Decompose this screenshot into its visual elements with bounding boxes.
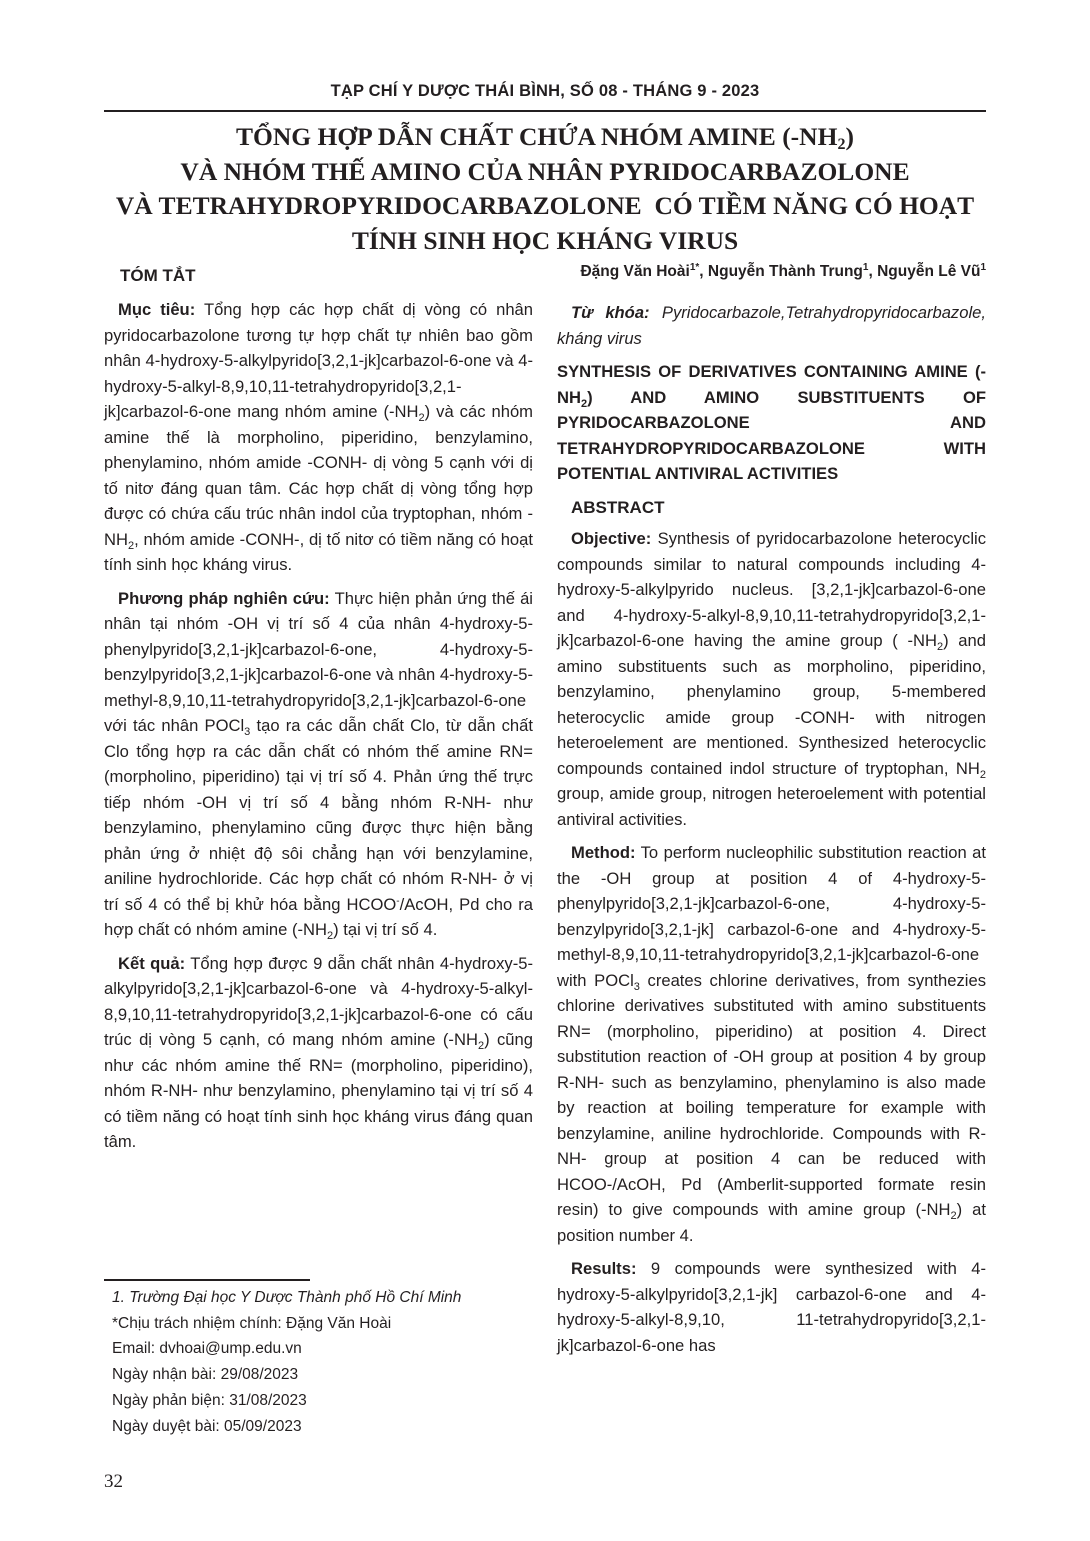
journal-header: TẠP CHÍ Y DƯỢC THÁI BÌNH, SỐ 08 - THÁNG 9 - 2023: [330, 82, 760, 100]
results-paragraph-en: Results: 9 compounds were synthesized with 4-hydroxy-5-alkylpyrido[3,2,1-jk] carbazol-6-one and 4-hydroxy-5-alkyl-8,9,10, 11-tetrahydropyrido[3,2,1-jk]carbazol-6-one has: [557, 1259, 986, 1355]
objective-paragraph-en: Objective: Synthesis of pyridocarbazolone heterocyclic compounds similar to natural compounds including 4-hydroxy-5-alkylpyrido nucleus. [3,2,1-jk]carbazol-6-one and 4-hydroxy-5-alkyl-8,9,10,11-tetrahydropyrido[3,2,1-jk]carbazol-6-one having the amine group ( $-NH_2$) and amino substituents such as morpholino, piperidino, benzylamino, phenylamino group, 5-membered heterocyclic amide group -CONH- with nitrogen heteroelement are mentioned. Synthesized heterocyclic compounds contained indol structure of tryptophan, $NH_2$ group, amide group, nitrogen heteroelement with potential antiviral activities.: [557, 529, 986, 829]
right-column: [557, 300, 986, 1366]
left-column: [104, 297, 533, 1163]
author-3: , Nguyễn Lê Vũ: [868, 263, 981, 281]
footnote-accepted: Ngày duyệt bài: 05/09/2023: [112, 1417, 302, 1435]
objective-paragraph-vi: Mục tiêu: Tổng hợp các hợp chất dị vòng có nhân pyridocarbazolone tương tự hợp chất tự nhiên bao gồm nhân 4-hydroxy-5-alkylpyrido[3,2,1-jk]carbazol-6-one và 4-hydroxy-5-alkyl-8,9,10,11-tetrahydropyrido[3,2,1-jk]carbazol-6-one mang nhóm amine $(-NH_2)$ và các nhóm amine thế là morpholino, piperidino, benzylamino, phenylamino, nhóm amide -CONH- dị vòng 5 cạnh với dị tố nitơ đáng quan tâm. Các hợp chất dị vòng tổng hợp được có chứa cấu trúc nhân indol của tryptophan, nhóm $-NH_2$, nhóm amide -CONH-, dị tố nitơ có tiềm năng có hoạt tính sinh học kháng virus.: [104, 300, 534, 574]
footnote-corresponding: *Chịu trách nhiệm chính: Đặng Văn Hoài: [112, 1314, 392, 1332]
title-line-2: VÀ NHÓM THẾ AMINO CỦA NHÂN PYRIDOCARBAZOLONE: [180, 156, 910, 186]
page-number: 32: [104, 1471, 123, 1492]
method-paragraph-en: Method: To perform nucleophilic substitution reaction at the -OH group at position 4 of 4-hydroxy-5-phenylpyrido[3,2,1-jk]carbazol-6-one, 4-hydroxy-5- benzylpyrido[3,2,1-jk] carbazol-6-one and 4-hydroxy-5-methyl-8,9,10,11-tetrahydropyrido[3,2,1-jk]carbazol-6-one with POCl$_3$ creates chlorine derivatives, from synthezies chlorine derivatives substituted with amino substituents RN= (morpholino, piperidino) at position 4. Direct substitution reaction of -OH group at position 4 by group R-NH- such as benzylamino, phenylamino is also made by reaction at boiling temperature for example with benzylamine, aniline hydrochloride. Compounds with R-NH- group at position 4 can be reduced with HCOO-/AcOH, Pd (Amberlit-supported formate resin resin) to give compounds with amine group $(-NH_2)$ at position number 4.: [557, 843, 987, 1245]
title-line-4: TÍNH SINH HỌC KHÁNG VIRUS: [351, 225, 739, 255]
footnote-received: Ngày nhận bài: 29/08/2023: [112, 1366, 299, 1384]
footnotes: [112, 1285, 542, 1439]
results-paragraph-vi: Kết quả: Tổng hợp được 9 dẫn chất nhân 4-hydroxy-5-alkylpyrido[3,2,1-jk]carbazol-6-one và 4-hydroxy-5-alkyl-8,9,10,11-tetrahydropyrido[3,2,1-jk]carbazol-6-one có cấu trúc dị vòng 5 cạnh, có mang nhóm amine $(-NH_2)$ cũng như các nhóm amine thế RN= (morpholino, piperidino), nhóm R-NH- như benzylamino, phenylamino tại vị trí số 4 có tiềm năng có hoạt tính sinh học kháng virus đáng quan tâm.: [104, 953, 533, 1151]
methods-paragraph-vi: Phương pháp nghiên cứu: Thực hiện phản ứng thế ái nhân tại nhóm -OH vị trí số 4 của nhân 4-hydroxy-5-phenylpyrido[3,2,1-jk]carbazol-6-one, 4-hydroxy-5-benzylpyrido[3,2,1-jk]carbazol-6-one và nhân 4-hydroxy-5-methyl-8,9,10,11-tetrahydropyrido[3,2,1-jk]carbazol-6-one với tác nhân POCl$_3$ tạo ra các dẫn chất Clo, từ dẫn chất Clo tổng hợp ra các dẫn chất có nhóm thế amine RN= (morpholino, piperidino) tại vị trí số 4. Phản ứng thế trực tiếp nhóm -OH vị trí số 4 bằng nhóm R-NH- như benzylamino, phenylamino cũng được thực hiện bằng phản ứng ở nhiệt độ sôi chẳng hạn với benzylamine, aniline hydrochloride. Các hợp chất có nhóm R-NH- ở vị trí số 4 có thể bị khử hóa bằng HCOO-/AcOH, Pd cho ra hợp chất có nhóm amine $(-NH_2)$ tại vị trí số 4.: [104, 588, 533, 942]
footnote-reviewed: Ngày phản biện: 31/08/2023: [112, 1391, 307, 1409]
header-rule: [104, 110, 986, 112]
author-list: Đặng Văn Hoài$^{1*}$, Nguyễn Thành Trung$^1$, Nguyễn Lê $Vũ^1$: [580, 262, 986, 281]
author-2: , Nguyễn Thành Trung: [699, 263, 863, 281]
title-line-3: VÀ TETRAHYDROPYRIDOCARBAZOLONE CÓ TIỀM NĂNG CÓ HOẠT: [115, 191, 975, 220]
article-title: [100, 120, 990, 258]
abstract-heading: ABSTRACT: [571, 497, 665, 517]
footnote-rule: [104, 1279, 310, 1281]
footnote-email: Email: dvhoai@ump.edu.vn: [112, 1340, 302, 1358]
english-title: SYNTHESIS OF DERIVATIVES CONTAINING AMINE $(-NH_2)$ AND AMINO SUBSTITUENTS OF PYRIDOCARBAZOLONE AND TETRAHYDROPYRIDOCARBAZOLONE WITH POTENTIAL ANTIVIRAL ACTIVITIES: [557, 362, 986, 483]
author-1: Đặng Văn Hoài: [580, 263, 690, 281]
title-line-1: TỔNG HỢP DẪN CHẤT CHỨA NHÓM AMINE $(-NH_2)$: [236, 122, 854, 153]
footnote-affiliation: 1. Trường Đại học Y Dược Thành phố Hồ Chí Minh: [112, 1289, 462, 1306]
summary-heading: TÓM TẮT: [120, 266, 196, 285]
keywords-paragraph: Từ khóa: Pyridocarbazole,Tetrahydropyridocarbazole, kháng virus: [557, 303, 986, 348]
